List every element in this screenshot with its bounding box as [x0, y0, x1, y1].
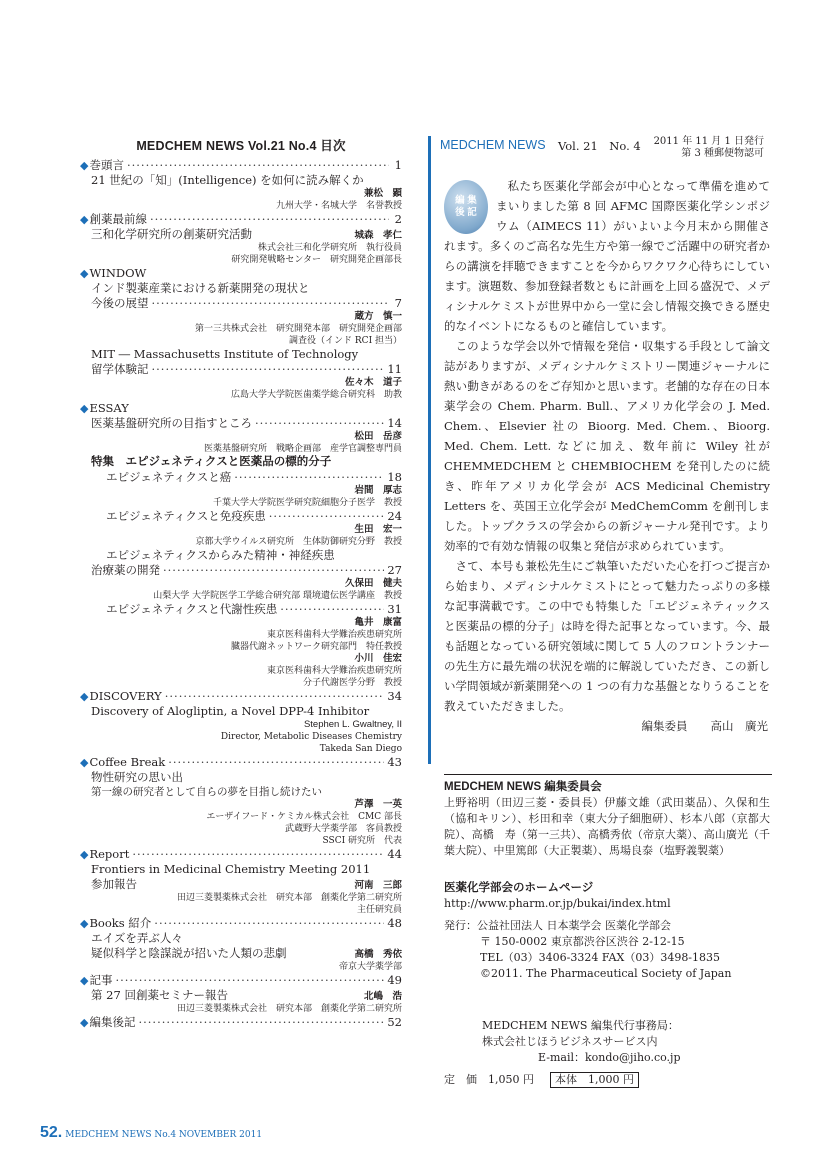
toc-section-line[interactable] — [80, 755, 402, 770]
leader-dots — [234, 470, 384, 485]
article-title[interactable]: エピジェネティクスからみた精神・神経疾患 — [106, 548, 335, 562]
section-label: Report — [89, 847, 130, 861]
affiliation: Takeda San Diego — [319, 744, 402, 754]
toc-section — [80, 212, 402, 266]
diamond-icon: ◆ — [80, 756, 89, 769]
leader-dots — [255, 416, 384, 431]
page-number: 48 — [387, 916, 402, 930]
page-number: 31 — [387, 602, 402, 616]
article-title[interactable]: エピジェネティクスと代謝性疾患 ····· 31 — [80, 602, 402, 617]
diamond-icon: ◆ — [80, 917, 89, 930]
postscript-paragraph: 私たち医薬化学部会が中心となって準備を進めてまいりました第 8 回 AFMC 国際医薬化学シンポジウム（AIMECS 11）がいよいよ今月末から開催されます。多くのご高名な先生方や第一線でご活躍中の研究者からの講演を拝聴できますことを今からワクワク心待ちにしています。演題数、参加登録者数ともに計画を上回る盛況で、メディシナルケミストが世界中から一堂に会し情報交換できる歴史的なイベントになるものと確信しています。 — [444, 179, 770, 333]
article-title-cont[interactable]: 疑似科学と陰謀説が招いた人類の悲劇 高橋 秀依 — [91, 946, 402, 960]
article-title-cont[interactable]: 治療薬の開発 ····· 27 — [80, 563, 402, 578]
special-heading[interactable]: 特集 エピジェネティクスと医薬品の標的分子 — [91, 456, 332, 468]
section-label: Books 紹介 — [89, 916, 152, 930]
section-label: 編集後記 — [89, 1015, 136, 1029]
affiliation: 田辺三菱製薬株式会社 研究本部 創薬化学第二研究所 — [176, 893, 402, 903]
affiliation: 東京医科歯科大学難治疾患研究所 — [266, 666, 402, 676]
page-number: 14 — [387, 416, 402, 430]
diamond-icon: ◆ — [80, 267, 89, 280]
section-label: 巻頭言 — [89, 158, 124, 172]
page-number: 1 — [394, 158, 402, 172]
page-number: 18 — [387, 470, 402, 484]
affiliation: SSCI 研究所 代表 — [322, 836, 402, 846]
leader-dots — [132, 847, 384, 862]
toc-section — [80, 401, 402, 455]
section-label: 創薬最前線 — [89, 212, 147, 226]
affiliation: 千葉大学大学院医学研究院細胞分子医学 教授 — [212, 498, 402, 508]
page-number: 24 — [387, 509, 402, 523]
editor-postscript — [444, 176, 770, 736]
article-subtitle: 第一線の研究者として自らの夢を目指し続けたい — [91, 786, 322, 798]
diamond-icon: ◆ — [80, 213, 89, 226]
publisher-name: 公益社団法人 日本薬学会 医薬化学部会 — [477, 919, 671, 932]
section-label: Coffee Break — [89, 755, 166, 769]
diamond-icon: ◆ — [80, 1016, 89, 1029]
toc-section — [80, 973, 402, 1015]
office-line: 株式会社じほうビジネスサービス内 — [482, 1035, 658, 1048]
section-label: ESSAY — [89, 401, 129, 415]
toc-title: MEDCHEM NEWS Vol.21 No.4 目次 — [136, 139, 346, 153]
diamond-icon: ◆ — [80, 402, 89, 415]
leader-dots — [150, 212, 389, 227]
article-title[interactable]: MIT ― Massachusetts Institute of Technology — [91, 347, 359, 361]
special-feature — [80, 455, 402, 689]
affiliation: 東京医科歯科大学難治疾患研究所 — [266, 630, 402, 640]
page-number: 2 — [394, 212, 402, 226]
leader-dots — [127, 158, 389, 173]
affiliation: 京都大学ウイルス研究所 生体防御研究分野 教授 — [195, 537, 402, 547]
article-title[interactable]: 21 世紀の「知」(Intelligence) を如何に読み解くか — [91, 173, 364, 187]
section-label: 記事 — [89, 973, 113, 987]
editor-postscript-badge: 編 集 後 記 — [444, 180, 488, 234]
table-of-contents — [80, 136, 402, 1030]
toc-section-line[interactable] — [80, 1015, 402, 1030]
toc-section-line[interactable] — [80, 266, 402, 281]
office-email[interactable]: E-mail：kondo@jiho.co.jp — [538, 1051, 681, 1064]
author: 佐々木 道子 — [344, 377, 402, 388]
toc-section — [80, 689, 402, 755]
leader-dots — [152, 296, 390, 311]
affiliation: 臓器代謝ネットワーク研究部門 特任教授 — [230, 642, 402, 652]
author: 高橋 秀依 — [354, 949, 402, 960]
leader-dots — [163, 563, 384, 578]
homepage-heading: 医薬化学部会のホームページ — [444, 882, 594, 894]
article-title[interactable]: 医薬基盤研究所の目指すところ ····· 14 — [80, 416, 402, 431]
author: 北嶋 浩 — [363, 991, 402, 1002]
toc-section-line[interactable] — [80, 973, 402, 988]
diamond-icon: ◆ — [80, 159, 89, 172]
leader-dots — [269, 509, 385, 524]
masthead-date: 2011 年 11 月 1 日発行 第 3 種郵便物認可 — [653, 136, 764, 159]
postscript-signature: 編集委員 高山 廣光 — [641, 719, 768, 733]
article-title[interactable]: エピジェネティクスと癌 ····· 18 — [80, 470, 402, 485]
author: 兼松 顕 — [363, 188, 402, 199]
editorial-office — [482, 1018, 772, 1066]
footer-text: MEDCHEM NEWS No.4 NOVEMBER 2011 — [65, 1130, 263, 1140]
affiliation: 第一三共株式会社 研究開発本部 研究開発企画部 — [194, 324, 402, 334]
divider — [444, 774, 772, 775]
author: 蔵方 慎一 — [354, 311, 402, 322]
committee-heading: MEDCHEM NEWS 編集委員会 — [444, 781, 602, 793]
affiliation: 医薬基盤研究所 戦略企画部 産学官調整専門員 — [203, 444, 402, 454]
affiliation: 山梨大学 大学院医学工学総合研究部 環境遺伝医学講座 教授 — [153, 591, 402, 601]
toc-section — [80, 1015, 402, 1030]
author: 生田 宏一 — [354, 524, 402, 535]
page-number: 27 — [387, 563, 402, 577]
publisher-address: 〒 150-0002 東京都渋谷区渋谷 2-12-15 — [480, 935, 685, 948]
article-title-cont[interactable]: 留学体験記 ····· 11 — [80, 362, 402, 377]
publisher-copyright: ©2011. The Pharmaceutical Society of Japan — [480, 967, 732, 980]
page-number: 7 — [394, 296, 402, 310]
section-label: WINDOW — [89, 266, 147, 280]
postscript-paragraph: このような学会以外で情報を発信・収集する手段として論文誌がありますが、メディシナルケミストリー関連ジャーナルに熱い動きがあるのをご存知かと思います。老舗的な存在の日本薬学会の Chem. Pharm. Bull.、アメリカ化学会の J. Med. Chem.、Elsevier 社の Bioorg. Med. Chem.、Bioorg. Med. Chem. Lett. などに加え、数年前に Wiley 社が CHEMMEDCHEM と CHEMBIOCHEM を発刊したのに続き、昨年アメリカ化学会が ACS Medicinal Chemistry Letters を、英国王立化学会が MedChemComm を創刊しました。トップクラスの学会からの新ジャーナル発刊です。より効率的で有効な情報の収集と発信が求められています。 — [444, 339, 770, 553]
homepage-block — [444, 880, 770, 911]
section-label: DISCOVERY — [89, 689, 162, 703]
homepage-url[interactable]: http://www.pharm.or.jp/bukai/index.html — [444, 897, 671, 910]
page-number: 44 — [387, 847, 402, 861]
author: 岩間 厚志 — [354, 485, 402, 496]
special-article — [80, 548, 402, 602]
toc-section — [80, 158, 402, 212]
article-title[interactable]: 第 27 回創薬セミナー報告 北嶋 浩 — [91, 988, 402, 1002]
author: 久保田 健夫 — [344, 578, 402, 589]
affiliation: 株式会社三和化学研究所 執行役員 — [257, 243, 402, 253]
affiliation: Director, Metabolic Diseases Chemistry — [220, 732, 402, 742]
toc-section-line[interactable] — [80, 689, 402, 704]
page-number: 11 — [387, 362, 402, 376]
leader-dots — [115, 973, 384, 988]
footer-page-number: 52. — [40, 1124, 63, 1141]
author: 河南 三郎 — [354, 880, 402, 891]
publisher-label: 発行： — [444, 919, 477, 932]
masthead-brand: MEDCHEM NEWS — [440, 138, 546, 152]
article-title-cont[interactable]: 今後の展望 ····· 7 — [80, 296, 402, 311]
toc-section-line[interactable] — [80, 158, 402, 173]
toc-section-line[interactable] — [80, 401, 402, 416]
article-title[interactable]: Discovery of Alogliptin, a Novel DPP-4 Inhibitor — [91, 704, 370, 718]
affiliation: 研究開発戦略センター 研究開発企画部長 — [231, 255, 402, 265]
article-title[interactable]: エイズを弄ぶ人々 — [91, 931, 183, 945]
author: 城森 孝仁 — [354, 230, 402, 241]
article-title[interactable]: Frontiers in Medicinal Chemistry Meeting 2011 — [91, 862, 371, 876]
page-number: 52 — [387, 1015, 402, 1029]
toc-section-line[interactable] — [80, 916, 402, 931]
leader-dots — [154, 916, 384, 931]
page-number: 43 — [387, 755, 402, 769]
editorial-committee — [444, 774, 770, 859]
affiliation: 広島大学大学院医歯薬学総合研究科 助教 — [230, 390, 402, 400]
price-box: 本体 1,000 円 — [550, 1072, 639, 1088]
committee-members: 上野裕明（田辺三菱・委員長）伊藤文雄（武田薬品）、久保和生（協和キリン）、杉田和幸（東大分子細胞研）、杉本八郎（京都大院）、高橋 寿（第一三共）、高橋秀依（帝京大薬）、高山廣光（千葉大院）、中里篤郎（大正製薬）、馬場良泰（塩野義製薬） — [444, 796, 770, 857]
affiliation: 分子代謝医学分野 教授 — [302, 678, 402, 688]
author: 松田 岳彦 — [354, 431, 402, 442]
toc-section — [80, 847, 402, 916]
author: 芦澤 一英 — [354, 799, 402, 810]
toc-section-line[interactable] — [80, 847, 402, 862]
postscript-paragraph: さて、本号も兼松先生にご執筆いただいた心を打つご提言から始まり、メディシナルケミストにとって魅力たっぷりの多様な記事満載です。この中でも特集した「エピジェネティックスと医薬品の標的分子」は時を得た記事となっています。今、最も話題となっている研究領域に関して 5 人のフロントランナーの先生方に最先端の状況を端的に解説していただき、この新しい学問領域が新薬開発への 1 つの有力な基盤となりうることを教えていただきました。 — [444, 559, 770, 713]
affiliation: 武蔵野大学薬学部 客員教授 — [284, 824, 402, 834]
publisher-phone: TEL（03）3406-3324 FAX（03）3498-1835 — [480, 951, 721, 964]
article-title-cont[interactable]: 参加報告 河南 三郎 — [91, 877, 402, 891]
affiliation: 調査役（インド RCI 担当） — [289, 336, 402, 346]
publisher-block — [444, 918, 770, 982]
special-article — [80, 509, 402, 548]
special-article — [80, 602, 402, 689]
affiliation: 九州大学・名城大学 名誉教授 — [275, 201, 402, 211]
article-title[interactable]: 三和化学研究所の創薬研究活動 城森 孝仁 — [91, 227, 402, 241]
diamond-icon: ◆ — [80, 690, 89, 703]
toc-section — [80, 916, 402, 973]
article-title[interactable]: インド製薬産業における新薬開発の現状と — [91, 281, 310, 295]
affiliation: エーザイフード・ケミカル株式会社 CMC 部長 — [206, 812, 402, 822]
leader-dots — [168, 755, 384, 770]
toc-section — [80, 266, 402, 401]
affiliation: 主任研究員 — [356, 905, 402, 915]
price-label: 定 価 1,050 円 — [444, 1073, 534, 1086]
leader-dots — [165, 689, 385, 704]
article-title[interactable]: 物性研究の思い出 — [91, 770, 183, 784]
toc-section-line[interactable] — [80, 212, 402, 227]
leader-dots — [138, 1015, 384, 1030]
affiliation: 帝京大学薬学部 — [338, 962, 402, 972]
diamond-icon: ◆ — [80, 848, 89, 861]
author: 亀井 康富 — [354, 617, 402, 628]
page-number: 34 — [387, 689, 402, 703]
leader-dots — [280, 602, 384, 617]
special-article — [80, 470, 402, 509]
author: Stephen L. Gwaltney, II — [303, 719, 402, 730]
price-block — [444, 1072, 639, 1088]
page-footer — [40, 1124, 262, 1142]
page-number: 49 — [387, 973, 402, 987]
article-title[interactable]: エピジェネティクスと免疫疾患 ····· 24 — [80, 509, 402, 524]
toc-section — [80, 755, 402, 847]
affiliation: 田辺三菱製薬株式会社 研究本部 創薬化学第二研究所 — [176, 1004, 402, 1014]
leader-dots — [152, 362, 385, 377]
office-line: MEDCHEM NEWS 編集代行事務局： — [482, 1019, 679, 1032]
diamond-icon: ◆ — [80, 974, 89, 987]
author: 小川 佳宏 — [354, 653, 402, 664]
masthead-issue: Vol. 21 No. 4 — [558, 139, 641, 153]
